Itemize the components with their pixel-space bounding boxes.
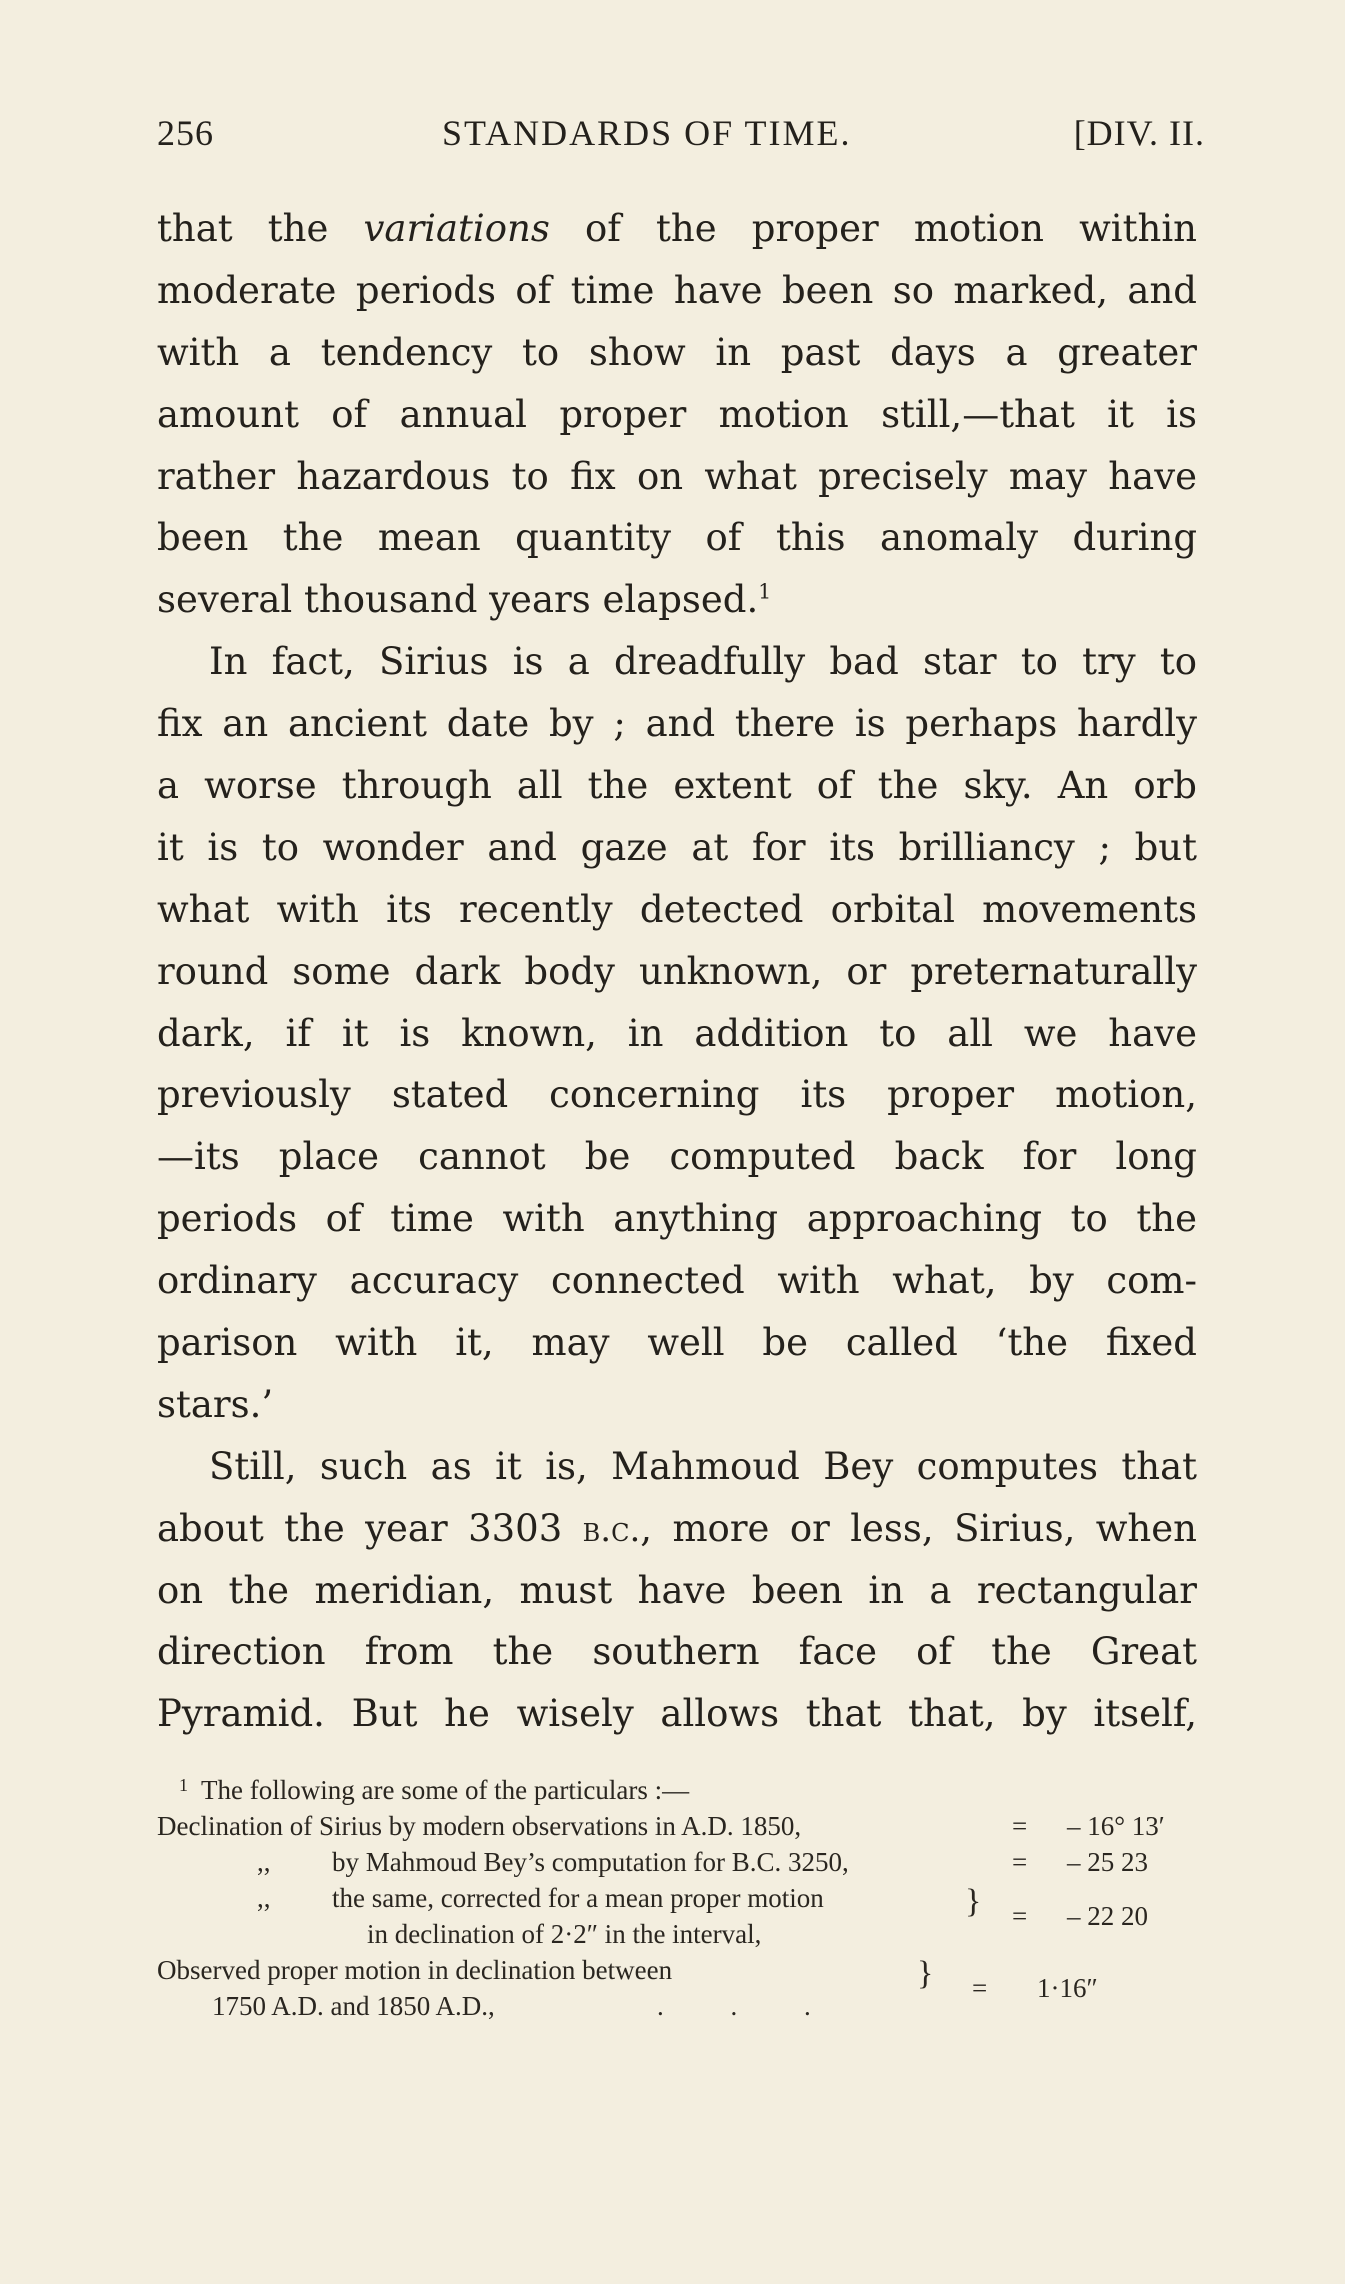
text-line: Still, such as it is, Mahmoud Bey computes that [209, 1444, 1197, 1488]
text-line: direction from the southern face of the Great [157, 1630, 1197, 1674]
text-line: on the meridian, must have been in a rectangular [157, 1568, 1197, 1612]
text-line: dark, if it is known, in addition to all we have [157, 1011, 1197, 1055]
text-line: round some dark body unknown, or preternaturally [157, 949, 1197, 993]
footnote-row: ,, the same, corrected for a mean proper motion in declination of 2·2″ in the interval, } = – 22 20 [257, 1883, 1148, 1949]
footnote-row: Declination of Sirius by modern observations in A.D. 1850, = – 16° 13′ [157, 1811, 1165, 1841]
text-line: periods of time with anything approaching to the [157, 1197, 1197, 1241]
text-line: In fact, Sirius is a dreadfully bad star to try to [209, 640, 1197, 684]
text-line: previously stated concerning its proper motion, [157, 1073, 1197, 1117]
body-text [157, 198, 1197, 1745]
text-line: what with its recently detected orbital movements [157, 887, 1197, 931]
text-line: about the year 3303 b.c., more or less, Sirius, when [157, 1506, 1197, 1550]
text-line: several thousand years elapsed.$^1$ [157, 578, 772, 622]
footnote-row: ,, by Mahmoud Bey’s computation for B.C. 3250, = – 25 23 [257, 1847, 1148, 1877]
text-line: Pyramid. But he wisely allows that that, by itself, [157, 1692, 1197, 1736]
text-line: rather hazardous to fix on what precisely may have [157, 454, 1197, 498]
text-line: amount of annual proper motion still,—that it is [157, 392, 1197, 436]
text-line: fix an ancient date by ; and there is perhaps hardly [157, 702, 1197, 746]
footnote-ref: 1 [758, 580, 772, 605]
footnote-row: Observed proper motion in declination between 1750 A.D. and 1850 A.D., . . . } = 1·16″ [157, 1955, 1098, 2021]
text-line: moderate periods of time have been so marked, and [157, 268, 1197, 312]
text-line: a worse through all the extent of the sky. An orb [157, 764, 1197, 808]
text-line: been the mean quantity of this anomaly during [157, 516, 1197, 560]
division-label: [DIV. II. [1073, 113, 1205, 153]
text-line: stars.’ [157, 1382, 274, 1426]
text-line: ordinary accuracy connected with what, by com- [157, 1259, 1197, 1303]
footnote-marker: 1 [179, 1775, 188, 1795]
text-line: —its place cannot be computed back for long [157, 1135, 1197, 1179]
footnote-intro: $^1$ The following are some of the particulars :— [179, 1775, 690, 1805]
text-line: that the variations of the proper motion within [157, 207, 1197, 250]
page-number: 256 [157, 113, 214, 153]
text-line: it is to wonder and gaze at for its brilliancy ; but [157, 825, 1197, 869]
text-line: with a tendency to show in past days a greater [157, 330, 1197, 374]
footnote [157, 1775, 1197, 2027]
brace-glyph: } [965, 1883, 982, 1920]
brace-glyph: } [917, 1955, 934, 1992]
text-line: parison with it, may well be called ‘the fixed [157, 1321, 1197, 1365]
running-title: STANDARDS OF TIME. [442, 113, 852, 153]
